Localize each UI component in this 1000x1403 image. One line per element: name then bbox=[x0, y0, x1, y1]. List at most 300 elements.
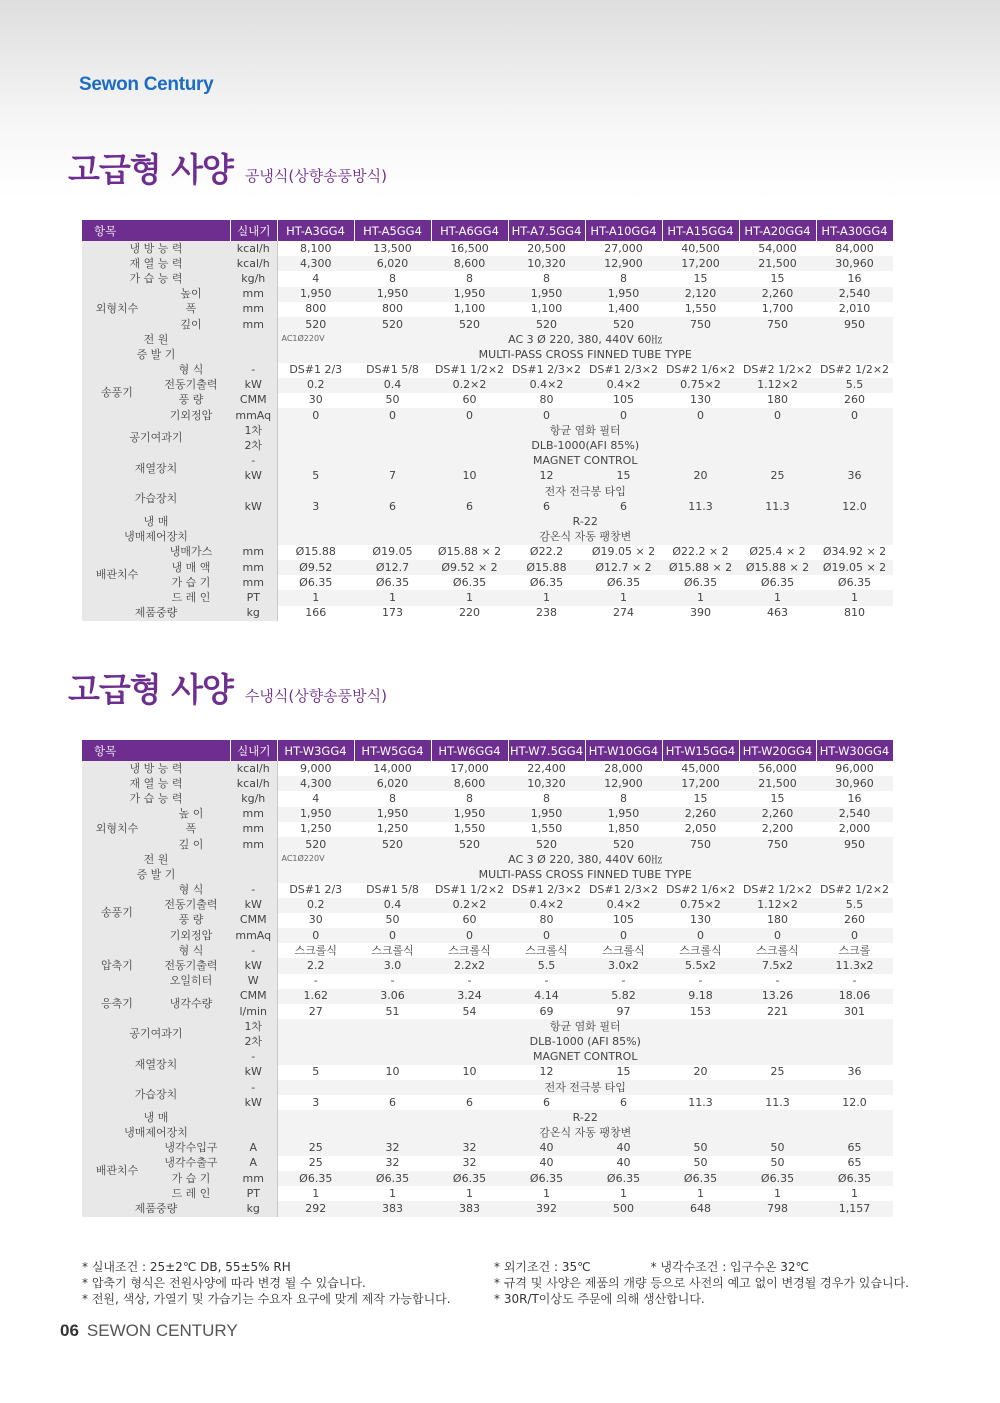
row-value: 0.4×2 bbox=[585, 898, 662, 913]
row-value: 2.2x2 bbox=[431, 958, 508, 973]
header-model: HT-A20GG4 bbox=[739, 220, 816, 241]
table-row bbox=[82, 1019, 893, 1034]
row-value-span bbox=[277, 530, 893, 545]
row-value: 6 bbox=[585, 499, 662, 514]
row-value-text: 감온식 자동 팽창변 bbox=[539, 530, 632, 544]
row-value: 648 bbox=[662, 1201, 739, 1216]
row-unit: kcal/h bbox=[230, 256, 277, 271]
row-value: 11.3 bbox=[739, 499, 816, 514]
row-value: 30 bbox=[277, 913, 354, 928]
row-value: 5.5 bbox=[816, 378, 893, 393]
row-unit: kcal/h bbox=[230, 241, 277, 256]
row-value: 1,850 bbox=[585, 822, 662, 837]
row-value: Ø9.52 × 2 bbox=[431, 560, 508, 575]
table-row bbox=[82, 408, 893, 423]
row-value-text: 항균 염화 필터 bbox=[549, 1019, 621, 1033]
row-label: 재열장치 bbox=[82, 1050, 230, 1080]
row-value: 0.4×2 bbox=[508, 378, 585, 393]
row-unit: kcal/h bbox=[230, 761, 277, 776]
section1-heading: 고급형 사양 bbox=[68, 150, 233, 189]
row-value-span bbox=[277, 1034, 893, 1049]
row-value: 17,200 bbox=[662, 256, 739, 271]
row-value: 11.3x2 bbox=[816, 958, 893, 973]
row-unit bbox=[230, 347, 277, 362]
row-value: 8 bbox=[585, 271, 662, 286]
row-value: 1,157 bbox=[816, 1201, 893, 1216]
row-unit: 1차 bbox=[230, 423, 277, 438]
row-value: 5.5 bbox=[508, 958, 585, 973]
row-label: 냉 매 bbox=[82, 514, 230, 529]
row-value: 292 bbox=[277, 1201, 354, 1216]
row-label: 전 원 bbox=[82, 852, 230, 867]
row-value: Ø6.35 bbox=[431, 575, 508, 590]
note-item: * 냉각수조건 : 입구수온 32℃ bbox=[650, 1260, 809, 1274]
row-value: 50 bbox=[662, 1156, 739, 1171]
row-unit: kW bbox=[230, 1065, 277, 1080]
row-value: 173 bbox=[354, 606, 431, 621]
row-label: 압축기 bbox=[82, 943, 152, 989]
row-value: 520 bbox=[277, 317, 354, 332]
row-value-text: MULTI-PASS CROSS FINNED TUBE TYPE bbox=[478, 347, 692, 361]
table-row bbox=[82, 989, 893, 1004]
row-label: 배관치수 bbox=[82, 1141, 152, 1202]
table-row bbox=[82, 454, 893, 469]
row-value: 0.75×2 bbox=[662, 378, 739, 393]
row-value: 30,960 bbox=[816, 256, 893, 271]
row-value: 0 bbox=[277, 928, 354, 943]
row-label: 송풍기 bbox=[82, 363, 152, 424]
table-row bbox=[82, 530, 893, 545]
table-row bbox=[82, 958, 893, 973]
row-value: - bbox=[585, 974, 662, 989]
header-item: 항목 bbox=[82, 740, 230, 761]
row-value: 0 bbox=[354, 408, 431, 423]
note-item: * 전원, 색상, 가열기 및 가습기는 수요자 요구에 맞게 제작 가능합니다. bbox=[82, 1292, 451, 1306]
row-value-span bbox=[277, 1080, 893, 1095]
header-model: HT-A15GG4 bbox=[662, 220, 739, 241]
row-value: 5.5 bbox=[816, 898, 893, 913]
row-value: 25 bbox=[739, 1065, 816, 1080]
row-value: 97 bbox=[585, 1004, 662, 1019]
table-row bbox=[82, 393, 893, 408]
row-value: Ø6.35 bbox=[354, 575, 431, 590]
row-value: 15 bbox=[662, 271, 739, 286]
table-row bbox=[82, 867, 893, 882]
row-label: 가습장치 bbox=[82, 484, 230, 514]
row-value: 17,000 bbox=[431, 761, 508, 776]
row-value: DS#2 1/2×2 bbox=[816, 883, 893, 898]
row-value: 5.5x2 bbox=[662, 958, 739, 973]
row-unit: mm bbox=[230, 545, 277, 560]
row-value: 1 bbox=[354, 1186, 431, 1201]
row-value: 1 bbox=[662, 590, 739, 605]
row-value-span bbox=[277, 867, 893, 882]
row-value: 1 bbox=[508, 1186, 585, 1201]
row-value: 0.75×2 bbox=[662, 898, 739, 913]
table-row bbox=[82, 898, 893, 913]
header-model: HT-A7.5GG4 bbox=[508, 220, 585, 241]
row-unit bbox=[230, 332, 277, 347]
row-value: 0.4 bbox=[354, 378, 431, 393]
row-value: 20,500 bbox=[508, 241, 585, 256]
row-value-text: 전자 전극봉 타입 bbox=[544, 1080, 626, 1094]
row-value: 50 bbox=[354, 913, 431, 928]
row-value: 28,000 bbox=[585, 761, 662, 776]
section2-subtitle: 수냉식(상향송풍방식) bbox=[244, 687, 388, 705]
row-label: 공기여과기 bbox=[82, 1019, 230, 1049]
header-model: HT-W20GG4 bbox=[739, 740, 816, 761]
row-value: 0 bbox=[585, 408, 662, 423]
row-value: Ø6.35 bbox=[431, 1171, 508, 1186]
row-value: 10,320 bbox=[508, 256, 585, 271]
page-number: 06 bbox=[60, 1321, 79, 1340]
row-value: 3.06 bbox=[354, 989, 431, 1004]
row-value: 520 bbox=[508, 317, 585, 332]
table-row bbox=[82, 913, 893, 928]
row-value: 스크롤식 bbox=[662, 943, 739, 958]
row-value: 40 bbox=[585, 1141, 662, 1156]
row-value: 40 bbox=[585, 1156, 662, 1171]
row-unit bbox=[230, 852, 277, 867]
row-value: 153 bbox=[662, 1004, 739, 1019]
row-value: DS#1 2/3×2 bbox=[508, 363, 585, 378]
row-value: 1,950 bbox=[585, 287, 662, 302]
row-unit: - bbox=[230, 943, 277, 958]
row-value: 6 bbox=[585, 1095, 662, 1110]
row-value: 21,500 bbox=[739, 776, 816, 791]
row-value-span bbox=[277, 438, 893, 453]
row-label: 재 열 능 력 bbox=[82, 776, 230, 791]
row-value: 12,900 bbox=[585, 256, 662, 271]
row-sublabel: 냉매가스 bbox=[152, 545, 230, 560]
row-value: Ø6.35 bbox=[585, 575, 662, 590]
header-model: HT-W30GG4 bbox=[816, 740, 893, 761]
table-row bbox=[82, 943, 893, 958]
row-value: 6 bbox=[431, 499, 508, 514]
row-value: DS#1 1/2×2 bbox=[431, 363, 508, 378]
single-phase-note: AC1Ø220V bbox=[281, 334, 325, 344]
row-value: 392 bbox=[508, 1201, 585, 1216]
row-value: 15 bbox=[585, 1065, 662, 1080]
note-row bbox=[494, 1259, 909, 1275]
row-value: Ø19.05 × 2 bbox=[816, 560, 893, 575]
table-row bbox=[82, 423, 893, 438]
notes-left bbox=[82, 1259, 451, 1307]
row-unit: kW bbox=[230, 898, 277, 913]
row-value: 27,000 bbox=[585, 241, 662, 256]
row-label: 가습장치 bbox=[82, 1080, 230, 1110]
row-label: 제품중량 bbox=[82, 1201, 230, 1216]
row-value: 6 bbox=[508, 1095, 585, 1110]
row-sublabel: 가 습 기 bbox=[152, 575, 230, 590]
row-value: DS#2 1/6×2 bbox=[662, 363, 739, 378]
row-label: 가 습 능 력 bbox=[82, 791, 230, 806]
row-unit: - bbox=[230, 1080, 277, 1095]
row-sublabel: 냉각수량 bbox=[152, 989, 230, 1019]
row-value: 60 bbox=[431, 913, 508, 928]
row-value: 4,300 bbox=[277, 256, 354, 271]
header-model: HT-A3GG4 bbox=[277, 220, 354, 241]
row-label: 외형치수 bbox=[82, 287, 152, 333]
row-value: 130 bbox=[662, 913, 739, 928]
section2-title bbox=[68, 664, 387, 711]
row-value: 56,000 bbox=[739, 761, 816, 776]
row-value: 0 bbox=[739, 408, 816, 423]
row-value: 32 bbox=[431, 1141, 508, 1156]
table-row bbox=[82, 560, 893, 575]
table-row bbox=[82, 1171, 893, 1186]
table-row bbox=[82, 791, 893, 806]
row-value: 10 bbox=[431, 1065, 508, 1080]
row-value: 274 bbox=[585, 606, 662, 621]
row-value: 40,500 bbox=[662, 241, 739, 256]
row-value: 25 bbox=[739, 469, 816, 484]
row-value: Ø6.35 bbox=[662, 575, 739, 590]
row-value: 1.12×2 bbox=[739, 898, 816, 913]
row-value: 10 bbox=[354, 1065, 431, 1080]
row-value: 0.2 bbox=[277, 898, 354, 913]
row-value: 1 bbox=[354, 590, 431, 605]
row-unit: - bbox=[230, 454, 277, 469]
row-value: Ø25.4 × 2 bbox=[739, 545, 816, 560]
row-value: 1 bbox=[816, 1186, 893, 1201]
row-value: 8 bbox=[585, 791, 662, 806]
footer-company: SEWON CENTURY bbox=[86, 1321, 238, 1340]
row-value: 1 bbox=[739, 590, 816, 605]
row-value-text: MAGNET CONTROL bbox=[533, 454, 638, 468]
row-value: 60 bbox=[431, 393, 508, 408]
row-value: 16,500 bbox=[431, 241, 508, 256]
row-value: Ø15.88 bbox=[508, 560, 585, 575]
row-value-span bbox=[277, 1126, 893, 1141]
spec-table-air-cooled bbox=[82, 220, 894, 621]
row-value: 3.0 bbox=[354, 958, 431, 973]
row-value: 1,950 bbox=[354, 287, 431, 302]
row-value-span bbox=[277, 332, 893, 347]
row-value: - bbox=[662, 974, 739, 989]
row-value: 0 bbox=[431, 928, 508, 943]
row-value: 3.24 bbox=[431, 989, 508, 1004]
row-unit: kW bbox=[230, 1095, 277, 1110]
table-row bbox=[82, 852, 893, 867]
row-value: Ø6.35 bbox=[816, 1171, 893, 1186]
row-value: 463 bbox=[739, 606, 816, 621]
header-model: HT-W6GG4 bbox=[431, 740, 508, 761]
row-value: 0.2×2 bbox=[431, 898, 508, 913]
row-value: 0.2 bbox=[277, 378, 354, 393]
row-value: 1,950 bbox=[354, 807, 431, 822]
row-value: 0 bbox=[508, 928, 585, 943]
table-row bbox=[82, 837, 893, 852]
row-value: 15 bbox=[739, 791, 816, 806]
row-sublabel: 형 식 bbox=[152, 363, 230, 378]
header-model: HT-A6GG4 bbox=[431, 220, 508, 241]
table-row bbox=[82, 378, 893, 393]
row-value: 13.26 bbox=[739, 989, 816, 1004]
row-unit: A bbox=[230, 1141, 277, 1156]
row-unit: 1차 bbox=[230, 1019, 277, 1034]
row-value: Ø12.7 × 2 bbox=[585, 560, 662, 575]
row-value: 8 bbox=[354, 271, 431, 286]
row-value-span bbox=[277, 423, 893, 438]
row-value: 950 bbox=[816, 837, 893, 852]
row-value: 스크롤식 bbox=[739, 943, 816, 958]
row-sublabel: 전동기출력 bbox=[152, 378, 230, 393]
table-row bbox=[82, 302, 893, 317]
table-row bbox=[82, 822, 893, 837]
row-value: Ø19.05 bbox=[354, 545, 431, 560]
row-unit: kcal/h bbox=[230, 776, 277, 791]
row-value: 54 bbox=[431, 1004, 508, 1019]
row-value: Ø6.35 bbox=[739, 575, 816, 590]
row-value: 0 bbox=[816, 408, 893, 423]
table-row bbox=[82, 1080, 893, 1095]
row-value: 96,000 bbox=[816, 761, 893, 776]
row-value: 1,950 bbox=[277, 287, 354, 302]
row-sublabel: 폭 bbox=[152, 302, 230, 317]
row-value-span bbox=[277, 852, 893, 867]
row-unit: mmAq bbox=[230, 928, 277, 943]
table-row bbox=[82, 883, 893, 898]
row-value: 80 bbox=[508, 393, 585, 408]
row-value: 40 bbox=[508, 1141, 585, 1156]
row-unit: kW bbox=[230, 378, 277, 393]
row-value: 15 bbox=[585, 469, 662, 484]
row-value: 383 bbox=[431, 1201, 508, 1216]
row-value: 1 bbox=[277, 1186, 354, 1201]
row-value: 2,050 bbox=[662, 822, 739, 837]
row-value-span bbox=[277, 347, 893, 362]
row-value: Ø6.35 bbox=[585, 1171, 662, 1186]
spec-table-water-cooled bbox=[82, 740, 894, 1217]
row-value: 520 bbox=[585, 317, 662, 332]
row-value: DS#1 5/8 bbox=[354, 363, 431, 378]
table-row bbox=[82, 484, 893, 499]
row-value: 1,950 bbox=[431, 287, 508, 302]
row-value: 1 bbox=[431, 1186, 508, 1201]
row-unit: 2차 bbox=[230, 438, 277, 453]
row-value: 1,550 bbox=[662, 302, 739, 317]
row-unit bbox=[230, 514, 277, 529]
row-value: 7 bbox=[354, 469, 431, 484]
table-row bbox=[82, 347, 893, 362]
row-value: - bbox=[816, 974, 893, 989]
row-unit bbox=[230, 530, 277, 545]
row-value: 950 bbox=[816, 317, 893, 332]
row-value: 301 bbox=[816, 1004, 893, 1019]
row-value-text: DLB-1000(AFI 85%) bbox=[531, 439, 640, 453]
row-value: 30 bbox=[277, 393, 354, 408]
row-value: 65 bbox=[816, 1156, 893, 1171]
row-value: 0 bbox=[277, 408, 354, 423]
table-row bbox=[82, 241, 893, 256]
row-value: 2,120 bbox=[662, 287, 739, 302]
row-value: 4.14 bbox=[508, 989, 585, 1004]
row-value: 32 bbox=[354, 1156, 431, 1171]
row-sublabel: 오일히터 bbox=[152, 974, 230, 989]
row-value: 40 bbox=[508, 1156, 585, 1171]
row-value: 16 bbox=[816, 791, 893, 806]
row-value: 스크롤식 bbox=[585, 943, 662, 958]
row-value: 36 bbox=[816, 1065, 893, 1080]
row-value: 11.3 bbox=[739, 1095, 816, 1110]
row-value: Ø6.35 bbox=[739, 1171, 816, 1186]
row-value: 50 bbox=[739, 1141, 816, 1156]
row-value: 2,200 bbox=[739, 822, 816, 837]
row-value: 15 bbox=[739, 271, 816, 286]
row-value: 10 bbox=[431, 469, 508, 484]
row-value: 0 bbox=[662, 928, 739, 943]
row-value: 180 bbox=[739, 393, 816, 408]
row-value: 1,700 bbox=[739, 302, 816, 317]
row-value: Ø9.52 bbox=[277, 560, 354, 575]
row-value: 69 bbox=[508, 1004, 585, 1019]
row-unit: CMM bbox=[230, 393, 277, 408]
row-unit: kW bbox=[230, 958, 277, 973]
row-value: 750 bbox=[739, 837, 816, 852]
row-value: DS#1 1/2×2 bbox=[431, 883, 508, 898]
row-unit: mmAq bbox=[230, 408, 277, 423]
row-value: 50 bbox=[354, 393, 431, 408]
row-value: 1 bbox=[662, 1186, 739, 1201]
row-value: Ø12.7 bbox=[354, 560, 431, 575]
row-value: 12 bbox=[508, 469, 585, 484]
row-value-text: AC 3 Ø 220, 380, 440V 60㎐ bbox=[508, 852, 663, 866]
row-value: 스크롤식 bbox=[277, 943, 354, 958]
row-value: 51 bbox=[354, 1004, 431, 1019]
row-sublabel: 드 레 인 bbox=[152, 1186, 230, 1201]
row-value: 12 bbox=[508, 1065, 585, 1080]
row-unit: mm bbox=[230, 807, 277, 822]
header-model: HT-W5GG4 bbox=[354, 740, 431, 761]
row-value: 0.4×2 bbox=[585, 378, 662, 393]
row-value: 221 bbox=[739, 1004, 816, 1019]
row-unit: W bbox=[230, 974, 277, 989]
row-unit: CMM bbox=[230, 913, 277, 928]
row-value: 10,320 bbox=[508, 776, 585, 791]
row-value: 스크롤식 bbox=[431, 943, 508, 958]
section1-title bbox=[68, 144, 387, 191]
row-unit: - bbox=[230, 1050, 277, 1065]
row-unit: - bbox=[230, 883, 277, 898]
row-value: 21,500 bbox=[739, 256, 816, 271]
row-value: Ø6.35 bbox=[277, 1171, 354, 1186]
row-unit: kg bbox=[230, 1201, 277, 1216]
row-value: 1,250 bbox=[354, 822, 431, 837]
row-value: 3.0x2 bbox=[585, 958, 662, 973]
row-value: 9.18 bbox=[662, 989, 739, 1004]
row-value: 1.62 bbox=[277, 989, 354, 1004]
row-value: 238 bbox=[508, 606, 585, 621]
row-value: 130 bbox=[662, 393, 739, 408]
row-value: 4 bbox=[277, 791, 354, 806]
row-label: 가 습 능 력 bbox=[82, 271, 230, 286]
table-row bbox=[82, 256, 893, 271]
row-value: 4 bbox=[277, 271, 354, 286]
row-value: 65 bbox=[816, 1141, 893, 1156]
row-unit: mm bbox=[230, 837, 277, 852]
table-row bbox=[82, 1201, 893, 1216]
row-value: DS#2 1/2×2 bbox=[816, 363, 893, 378]
table-row bbox=[82, 1050, 893, 1065]
row-value: 8,600 bbox=[431, 776, 508, 791]
row-value: 11.3 bbox=[662, 1095, 739, 1110]
row-value-text: R-22 bbox=[572, 1110, 598, 1124]
row-value-text: 감온식 자동 팽창변 bbox=[539, 1126, 632, 1140]
row-unit bbox=[230, 1110, 277, 1125]
row-unit: PT bbox=[230, 590, 277, 605]
row-value: 1,950 bbox=[277, 807, 354, 822]
